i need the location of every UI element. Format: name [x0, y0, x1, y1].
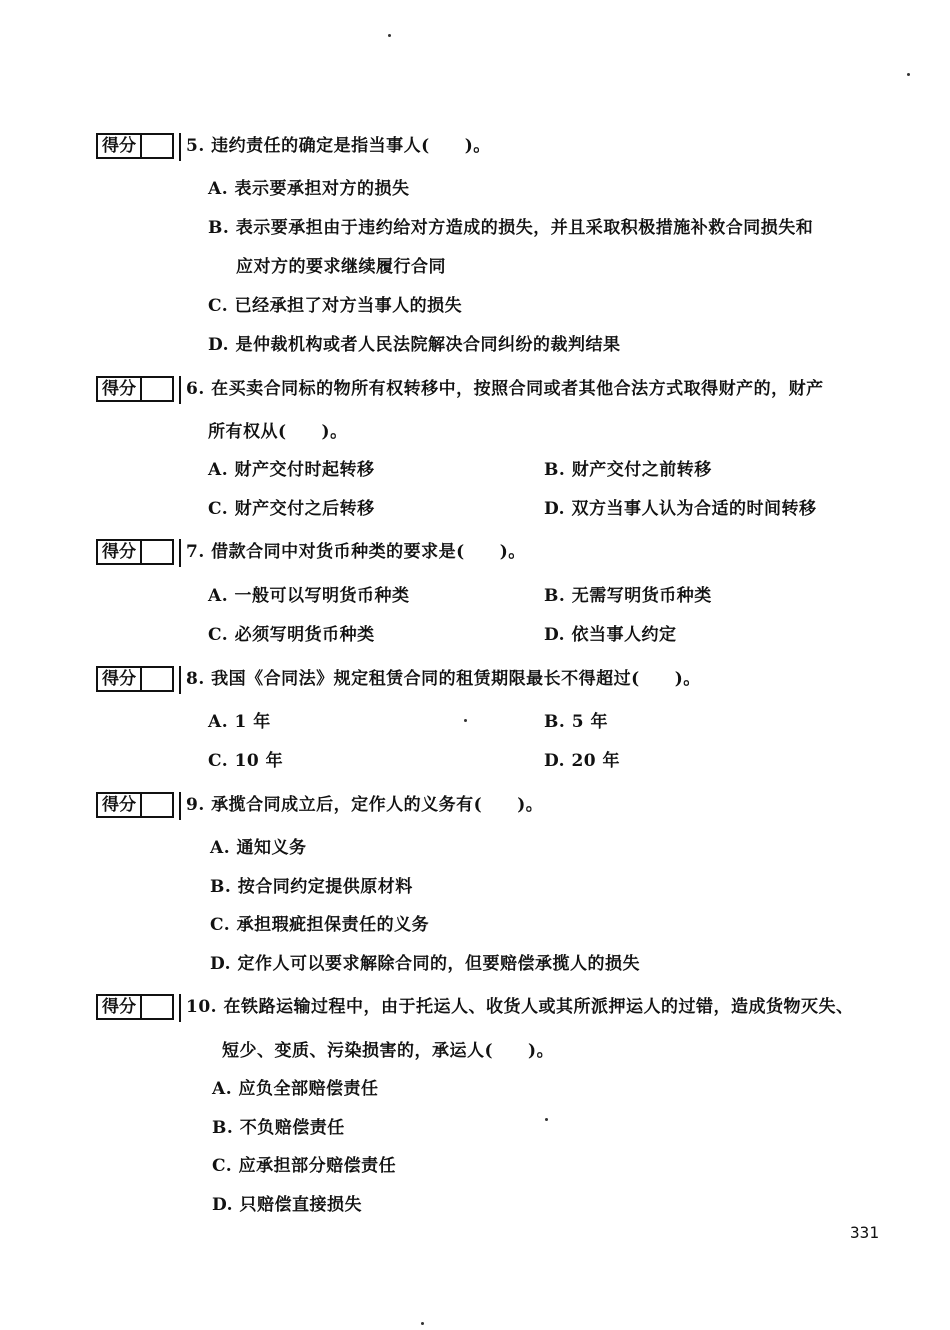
score-box [96, 376, 174, 402]
q5-option-a: A. 表示要承担对方的损失 [208, 179, 410, 199]
score-blank[interactable] [142, 135, 172, 157]
q5-option-c: C. 已经承担了对方当事人的损失 [208, 296, 463, 316]
score-box [96, 792, 174, 818]
question-9-text: 9. 承揽合同成立后，定作人的义务有( )。 [186, 795, 544, 815]
bracket-line [179, 539, 184, 567]
score-label: 得分 [98, 135, 142, 157]
q10-option-d: D. 只赔偿直接损失 [212, 1195, 362, 1215]
question-5-text: 5. 违约责任的确定是指当事人( )。 [186, 136, 491, 156]
q8-option-d: D. 20 年 [544, 751, 621, 771]
score-box [96, 994, 174, 1020]
bracket-line [179, 133, 184, 161]
q9-option-b: B. 按合同约定提供原材料 [210, 877, 413, 897]
scan-speck [421, 1322, 424, 1325]
scan-speck [545, 1118, 548, 1121]
bracket-line [179, 376, 184, 404]
question-6-continuation: 所有权从( )。 [208, 422, 348, 442]
question-8-text: 8. 我国《合同法》规定租赁合同的租赁期限最长不得超过( )。 [186, 669, 701, 689]
score-label: 得分 [98, 378, 142, 400]
q6-option-d: D. 双方当事人认为合适的时间转移 [544, 499, 817, 519]
bracket-line [179, 994, 184, 1022]
q9-option-c: C. 承担瑕疵担保责任的义务 [210, 915, 430, 935]
score-blank[interactable] [142, 541, 172, 563]
q7-option-b: B. 无需写明货币种类 [544, 586, 712, 606]
q5-option-b: B. 表示要承担由于违约给对方造成的损失，并且采取积极措施补救合同损失和 [208, 218, 814, 238]
q5-option-d: D. 是仲裁机构或者人民法院解决合同纠纷的裁判结果 [208, 335, 621, 355]
score-blank[interactable] [142, 378, 172, 400]
question-10-text: 10. 在铁路运输过程中，由于托运人、收货人或其所派押运人的过错，造成货物灭失、 [186, 997, 854, 1017]
q10-option-c: C. 应承担部分赔偿责任 [212, 1156, 397, 1176]
score-blank[interactable] [142, 996, 172, 1018]
score-blank[interactable] [142, 668, 172, 690]
q7-option-a: A. 一般可以写明货币种类 [208, 586, 410, 606]
q10-option-b: B. 不负赔偿责任 [212, 1118, 345, 1138]
question-10-continuation: 短少、变质、污染损害的，承运人( )。 [222, 1041, 555, 1061]
q6-option-b: B. 财产交付之前转移 [544, 460, 712, 480]
scan-speck [907, 73, 910, 76]
q8-option-c: C. 10 年 [208, 751, 284, 771]
score-label: 得分 [98, 668, 142, 690]
q10-option-a: A. 应负全部赔偿责任 [212, 1079, 379, 1099]
question-6-text: 6. 在买卖合同标的物所有权转移中，按照合同或者其他合法方式取得财产的，财产 [186, 379, 824, 399]
score-label: 得分 [98, 794, 142, 816]
bracket-line [179, 666, 184, 694]
scan-speck [388, 34, 391, 37]
score-box [96, 133, 174, 159]
page-number: 331 [850, 1223, 879, 1242]
question-7-text: 7. 借款合同中对货币种类的要求是( )。 [186, 542, 526, 562]
score-label: 得分 [98, 541, 142, 563]
q5-option-b-continued: 应对方的要求继续履行合同 [236, 257, 446, 277]
score-box [96, 666, 174, 692]
q9-option-a: A. 通知义务 [210, 838, 307, 858]
q8-option-b: B. 5 年 [544, 712, 608, 732]
q8-option-a: A. 1 年 [208, 712, 271, 732]
q6-option-c: C. 财产交付之后转移 [208, 499, 375, 519]
q9-option-d: D. 定作人可以要求解除合同的，但要赔偿承揽人的损失 [210, 954, 640, 974]
q6-option-a: A. 财产交付时起转移 [208, 460, 375, 480]
scan-speck [464, 719, 467, 722]
score-label: 得分 [98, 996, 142, 1018]
score-box [96, 539, 174, 565]
q7-option-c: C. 必须写明货币种类 [208, 625, 375, 645]
q7-option-d: D. 依当事人约定 [544, 625, 677, 645]
score-blank[interactable] [142, 794, 172, 816]
bracket-line [179, 792, 184, 820]
